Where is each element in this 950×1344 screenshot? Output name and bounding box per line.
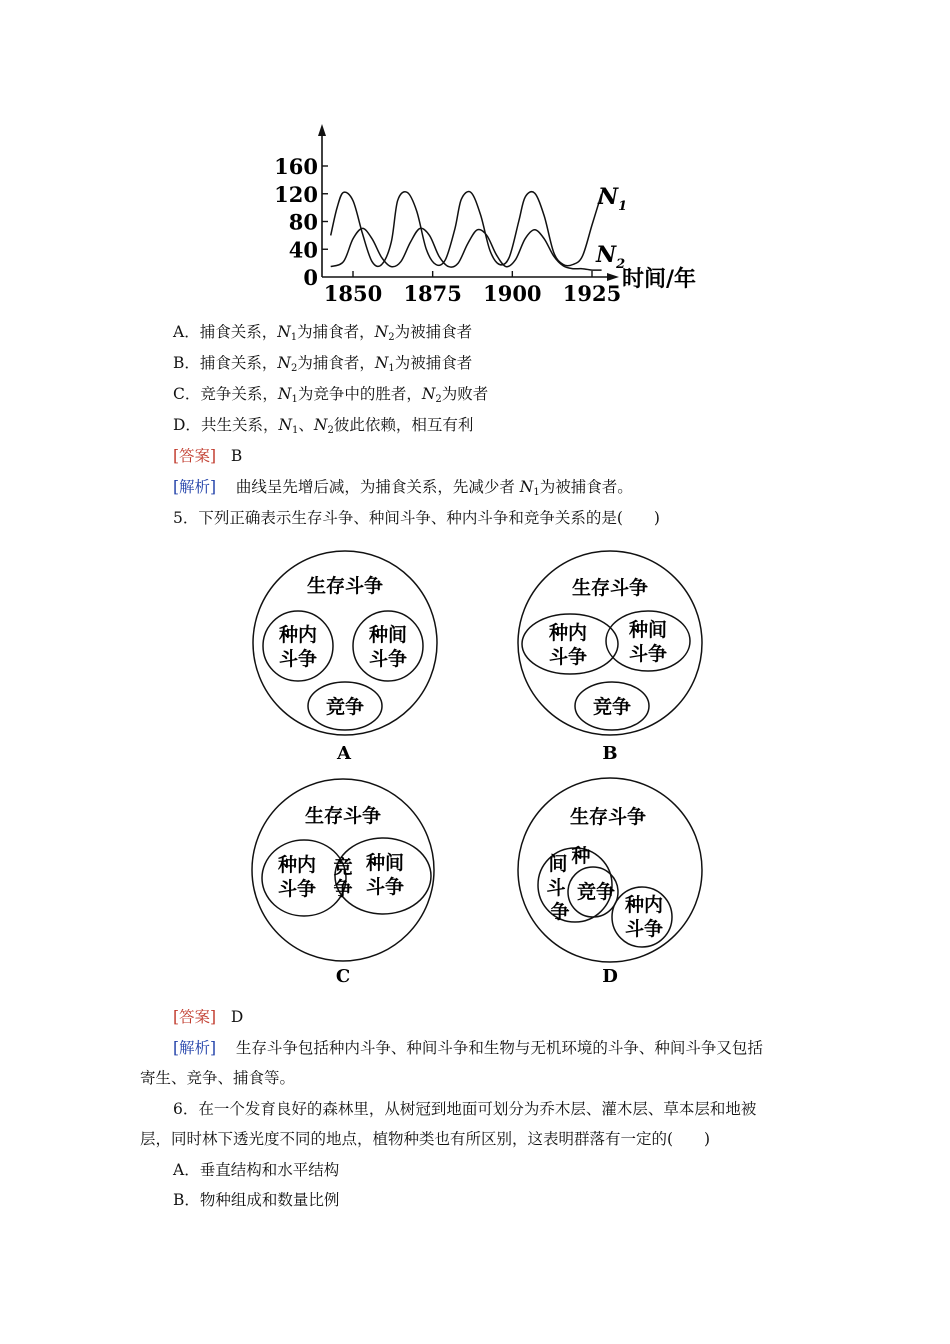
analysis-tag: [解析]: [173, 1039, 217, 1057]
q5-analysis-line1: [解析] 生存斗争包括种内斗争、种间斗争和生物与无机环境的斗争、种间斗争又包括: [173, 1039, 763, 1057]
analysis-tag: [解析]: [173, 478, 217, 496]
q4-option-b: B．捕食关系，$N_2$为捕食者，$N_1$为被捕食者: [173, 354, 473, 374]
y-tick-label: 0: [303, 265, 318, 290]
svg-text:种内: 种内: [277, 854, 317, 876]
x-tick-label: 1875: [403, 281, 462, 306]
y-tick-label: 80: [288, 209, 318, 235]
y-tick-label: 120: [274, 181, 318, 207]
chart-ticks: [274, 154, 621, 306]
q4-option-c: C．竞争关系，$N_1$为竞争中的胜者，$N_2$为败者: [173, 385, 489, 405]
x-tick-label: 1900: [483, 281, 542, 306]
svg-text:间: 间: [548, 853, 568, 875]
q6-option-b: B．物种组成和数量比例: [173, 1191, 340, 1209]
population-chart: [0, 0, 950, 310]
svg-text:斗: 斗: [546, 877, 566, 899]
x-axis-label: 时间/年: [622, 266, 697, 292]
svg-text:争: 争: [333, 878, 353, 900]
y-tick-label: 40: [288, 237, 318, 263]
svg-text:生存斗争: 生存斗争: [571, 577, 649, 599]
series-line-n2: [331, 228, 602, 270]
svg-text:种间: 种间: [628, 619, 668, 641]
svg-text:斗争: 斗争: [365, 876, 405, 898]
svg-text:斗争: 斗争: [628, 643, 668, 665]
svg-text:C: C: [335, 966, 351, 987]
svg-text:种内: 种内: [548, 622, 588, 644]
svg-text:种间: 种间: [365, 852, 405, 874]
venn-d: [518, 778, 702, 987]
svg-text:生存斗争: 生存斗争: [569, 806, 647, 828]
svg-text:B: B: [602, 743, 618, 764]
svg-text:斗争: 斗争: [278, 648, 318, 670]
svg-text:种内: 种内: [278, 624, 318, 646]
q6-line1: 6．在一个发育良好的森林里，从树冠到地面可划分为乔木层、灌木层、草本层和地被: [173, 1100, 757, 1118]
svg-text:种: 种: [571, 845, 591, 867]
svg-text:斗争: 斗争: [277, 878, 317, 900]
answer-tag: [答案]: [173, 1008, 217, 1026]
venn-a: [253, 551, 437, 764]
q5-stem: 5．下列正确表示生存斗争、种间斗争、种内斗争和竞争关系的是( ): [173, 509, 660, 527]
x-tick-label: 1850: [323, 281, 383, 306]
svg-text:种间: 种间: [368, 624, 408, 646]
x-tick-label: 1925: [562, 281, 622, 306]
svg-text:生存斗争: 生存斗争: [304, 805, 382, 827]
venn-c: [252, 779, 434, 987]
y-tick-label: 160: [274, 154, 318, 179]
answer-tag: [答案]: [173, 447, 217, 465]
svg-text:斗争: 斗争: [368, 648, 408, 670]
answer-value: D: [230, 1008, 244, 1026]
q4-answer: [173, 446, 242, 466]
svg-text:种内: 种内: [624, 894, 664, 916]
svg-text:斗争: 斗争: [624, 918, 664, 940]
chart-series: [331, 192, 602, 271]
svg-text:斗争: 斗争: [548, 646, 588, 668]
venn-b: [518, 551, 702, 764]
series-label-n2: $N_2$: [596, 242, 626, 272]
q6-option-a: A．垂直结构和水平结构: [173, 1161, 340, 1179]
svg-text:D: D: [602, 966, 618, 987]
chart-axes: [318, 124, 619, 281]
svg-text:竞争: 竞争: [592, 696, 632, 718]
svg-text:竞争: 竞争: [325, 696, 365, 718]
series-label-n1: $N_1$: [598, 184, 628, 214]
q4-option-a: A．捕食关系，$N_1$为捕食者，$N_2$为被捕食者: [173, 323, 473, 343]
answer-value: B: [230, 447, 243, 465]
y-axis-arrow: [318, 124, 326, 136]
q6-line2: 层，同时林下透光度不同的地点，植物种类也有所区别，这表明群落有一定的( ): [140, 1130, 711, 1148]
svg-text:A: A: [337, 743, 351, 764]
q5-answer: [173, 1007, 243, 1027]
q5-analysis-line2: 寄生、竞争、捕食等。: [140, 1069, 296, 1087]
svg-text:争: 争: [550, 901, 570, 923]
q4-option-d: D．共生关系，$N_1$、$N_2$彼此依赖，相互有利: [173, 416, 474, 436]
svg-text:竞: 竞: [333, 856, 353, 878]
venn-diagrams: [0, 540, 950, 1000]
q4-analysis: [解析] 曲线呈先增后减，为捕食关系，先减少者 $N_1$为被捕食者。: [173, 478, 633, 498]
svg-text:生存斗争: 生存斗争: [306, 575, 384, 597]
x-axis-arrow: [607, 273, 619, 281]
series-line-n1: [331, 192, 602, 267]
svg-text:竞争: 竞争: [576, 881, 616, 903]
